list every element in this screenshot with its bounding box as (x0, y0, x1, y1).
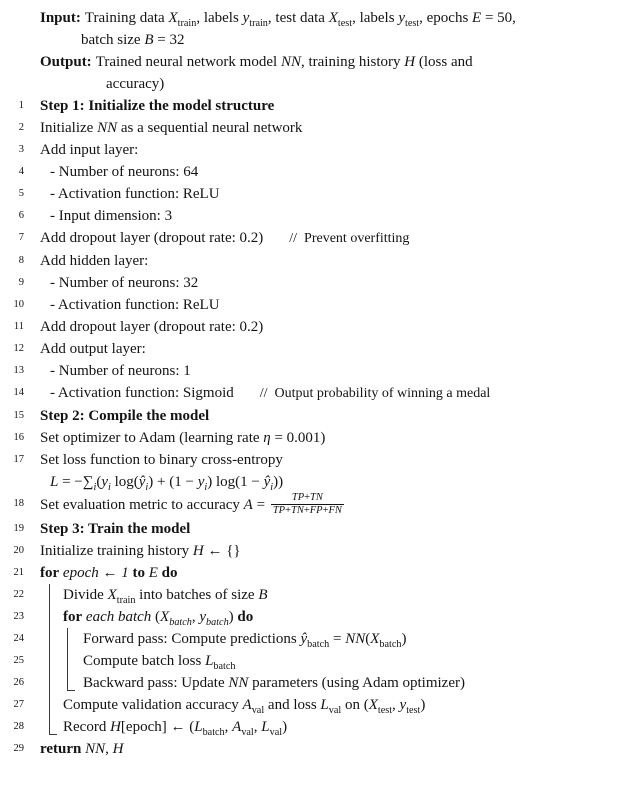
code-line (6, 316, 617, 338)
header-text: Training data $X_{train}$, labels $y_{train}$, test data $X_{test}$, labels $y_{test}$, epochs E = 50, (84, 10, 516, 29)
code-line (6, 540, 617, 562)
line-number: 26 (13, 677, 24, 689)
line-content: - Activation function: Sigmoid // Output probability of winning a medal (50, 385, 491, 401)
line-number: 21 (13, 567, 24, 579)
line-content: Compute validation accuracy $A_{val}$ and loss $L_{val}$ on ($X_{test}$, $y_{test}$) (63, 697, 426, 717)
line-content: Step 3: Train the model (40, 521, 191, 538)
code-line (6, 205, 617, 227)
header-line (40, 73, 617, 95)
block-rule (49, 584, 50, 606)
line-number: 1 (18, 100, 24, 111)
line-content: - Activation function: ReLU (50, 186, 220, 202)
line-number: 17 (13, 454, 24, 465)
header-text: accuracy) (106, 76, 165, 92)
header-line (40, 51, 617, 73)
header-line (40, 29, 617, 51)
line-number: 13 (13, 365, 24, 376)
line-content: Set evaluation metric to accuracy A = $\frac{TP+TN}{TP+TN+FP+FN}$ (40, 492, 342, 517)
line-number: 14 (13, 387, 24, 398)
line-content: - Number of neurons: 1 (50, 363, 191, 379)
header-text: Trained neural network model NN, training history H (loss and (95, 54, 473, 70)
line-number: 9 (18, 277, 24, 288)
line-number: 11 (13, 321, 24, 332)
line-number: 6 (18, 210, 24, 221)
line-number: 18 (13, 498, 24, 509)
code-line (6, 117, 617, 139)
code-line (6, 227, 617, 250)
accuracy-fraction: $\frac{TP+TN}{TP+TN+FP+FN}$ (272, 492, 342, 517)
line-number: 29 (13, 743, 24, 755)
line-content: return NN, H (40, 741, 124, 758)
line-number: 5 (18, 188, 24, 199)
line-number: 16 (13, 432, 24, 443)
line-number: 20 (13, 545, 24, 557)
algorithm-body (6, 95, 617, 760)
line-content: Record H[epoch] ← ($L_{batch}$, $A_{val}$, $L_{val}$) (63, 719, 288, 739)
header-text: batch size B = 32 (81, 32, 185, 48)
line-number: 4 (18, 166, 24, 177)
line-content: - Number of neurons: 32 (50, 275, 199, 291)
line-number: 15 (13, 410, 24, 421)
code-line (6, 493, 617, 518)
line-number: 27 (13, 699, 24, 711)
block-rule (49, 606, 50, 628)
line-number: 23 (13, 611, 24, 623)
line-content: Initialize NN as a sequential neural network (40, 120, 303, 136)
line-content: Backward pass: Update NN parameters (using Adam optimizer) (83, 675, 465, 692)
block-rule-foot (49, 734, 57, 735)
block-rule (49, 628, 50, 650)
line-content: Set loss function to binary cross-entropy (40, 452, 283, 468)
block-rule (49, 650, 50, 672)
code-line (6, 518, 617, 540)
code-line (6, 562, 617, 584)
header-label: Output: (40, 54, 92, 70)
line-content: Step 2: Compile the model (40, 408, 210, 424)
line-content: Add dropout layer (dropout rate: 0.2) (40, 319, 264, 335)
inline-comment: // Prevent overfitting (289, 231, 410, 246)
header-line (40, 7, 617, 29)
line-content: Divide $X_{train}$ into batches of size B (63, 587, 268, 607)
code-line (6, 139, 617, 161)
code-line (6, 628, 617, 650)
code-line (6, 382, 617, 405)
line-content: Add hidden layer: (40, 253, 149, 269)
header-label: Input: (40, 10, 81, 26)
block-rule (49, 716, 50, 735)
line-number: 3 (18, 144, 24, 155)
code-line (6, 471, 617, 493)
block-rule (49, 672, 50, 694)
line-content: Initialize training history H ← {} (40, 543, 241, 560)
line-number: 28 (13, 721, 24, 733)
line-content: Add dropout layer (dropout rate: 0.2) // Prevent overfitting (40, 230, 410, 246)
code-line (6, 294, 617, 316)
line-number: 8 (18, 255, 24, 266)
line-number: 22 (13, 589, 24, 601)
code-line (6, 694, 617, 716)
line-content: $L = -\sum_i(y_i$ $\log(ŷ_i) + (1 - y_i) \log(1$ − $ŷ_i$)) (50, 474, 284, 493)
code-line (6, 716, 617, 738)
code-line (6, 427, 617, 449)
inline-comment: // Output probability of winning a medal (259, 386, 491, 401)
line-number: 2 (18, 122, 24, 133)
code-line (6, 95, 617, 117)
line-number: 24 (13, 633, 24, 645)
line-content: - Number of neurons: 64 (50, 164, 199, 180)
block-rule (67, 650, 68, 672)
block-rule-foot (67, 690, 75, 691)
code-line (6, 584, 617, 606)
line-content: - Activation function: ReLU (50, 297, 220, 313)
line-content: Set optimizer to Adam (learning rate η = 0.001) (40, 430, 326, 446)
line-content: Add output layer: (40, 341, 146, 357)
code-line (6, 161, 617, 183)
block-rule (67, 628, 68, 650)
line-content: for each batch ($X_{batch}$, $y_{batch}$) do (63, 609, 254, 629)
code-line (6, 405, 617, 427)
line-content: Forward pass: Compute predictions $ŷ_{batch} = NN(X_{batch})$ (83, 631, 407, 651)
line-content: for epoch ← 1 to E do (40, 565, 178, 582)
code-line (6, 250, 617, 272)
line-content: Add input layer: (40, 142, 139, 158)
line-number: 12 (13, 343, 24, 354)
line-content: Compute batch loss $L_{batch}$ (83, 653, 236, 673)
line-number: 7 (18, 232, 24, 243)
algorithm-header (6, 7, 617, 95)
code-line (6, 183, 617, 205)
block-rule (67, 672, 68, 691)
line-number: 19 (13, 523, 24, 535)
block-rule (49, 694, 50, 716)
code-line (6, 738, 617, 760)
code-line (6, 449, 617, 471)
line-number: 10 (13, 299, 24, 310)
line-content: - Input dimension: 3 (50, 208, 173, 224)
code-line (6, 360, 617, 382)
line-number: 25 (13, 655, 24, 667)
code-line (6, 338, 617, 360)
code-line (6, 672, 617, 694)
code-line (6, 606, 617, 628)
code-line (6, 650, 617, 672)
code-line (6, 272, 617, 294)
line-content: Step 1: Initialize the model structure (40, 98, 275, 114)
